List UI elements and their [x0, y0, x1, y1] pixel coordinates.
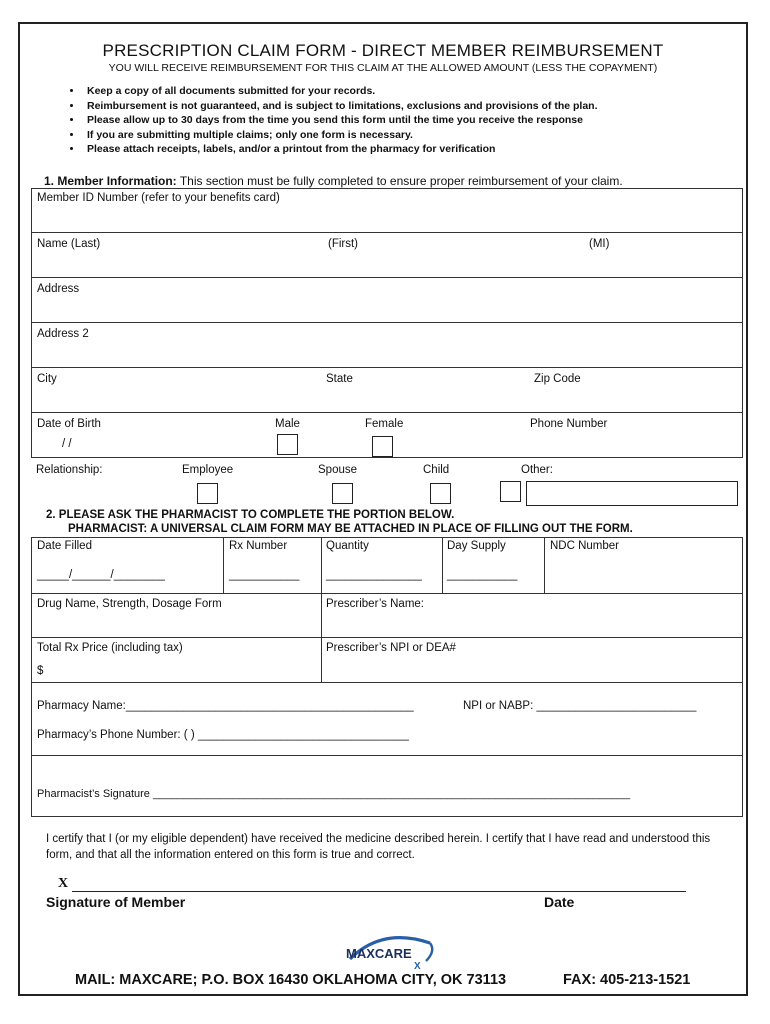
drug-label[interactable]: Drug Name, Strength, Dosage Form: [37, 598, 222, 610]
instruction-item: • If you are submitting multiple claims; only one form is necessary.: [83, 128, 598, 143]
divider: [544, 538, 545, 593]
city-label: City: [37, 373, 57, 385]
name-field[interactable]: [31, 232, 743, 278]
divider: [321, 594, 322, 637]
date-label: Date: [544, 894, 575, 910]
form-subtitle: YOU WILL RECEIVE REIMBURSEMENT FOR THIS CLAIM AT THE ALLOWED AMOUNT (LESS THE COPAYMENT): [108, 62, 658, 74]
logo-swoosh: [426, 943, 432, 961]
quantity-input[interactable]: _______________: [326, 569, 422, 581]
pharmacy-phone-field[interactable]: Pharmacy’s Phone Number: ( ) _________________________________: [37, 729, 409, 741]
relationship-label: Relationship:: [36, 464, 103, 476]
name-last-label: Name (Last): [37, 238, 101, 250]
fax-number: FAX: 405-213-1521: [563, 972, 691, 988]
rx-number-label: Rx Number: [229, 540, 288, 552]
maxcare-logo: [342, 929, 438, 976]
drug-prescriber-row: [31, 593, 743, 638]
other-checkbox[interactable]: [500, 481, 521, 502]
female-checkbox[interactable]: [372, 436, 393, 457]
pharmacy-info-row: [31, 682, 743, 756]
other-input[interactable]: [526, 481, 738, 506]
child-label: Child: [423, 464, 450, 476]
child-checkbox[interactable]: [430, 483, 451, 504]
divider: [223, 538, 224, 593]
dob-format[interactable]: / /: [62, 438, 72, 450]
instructions-list: [67, 84, 598, 157]
day-supply-label: Day Supply: [447, 540, 506, 552]
price-npi-row: [31, 637, 743, 683]
member-id-field[interactable]: [31, 188, 743, 233]
zip-label: Zip Code: [534, 373, 581, 385]
state-label: State: [326, 373, 353, 385]
form-title: PRESCRIPTION CLAIM FORM - DIRECT MEMBER REIMBURSEMENT: [102, 41, 664, 60]
instruction-item: • Please allow up to 30 days from the time you send this form until the time you receive the response: [83, 113, 598, 128]
instruction-item: • Keep a copy of all documents submitted for your records.: [83, 84, 598, 99]
pharmacist-signature-row: [31, 755, 743, 817]
signature-label: Signature of Member: [46, 894, 186, 910]
male-label: Male: [275, 418, 300, 430]
mail-address: MAIL: MAXCARE; P.O. BOX 16430 OKLAHOMA CITY, OK 73113: [75, 972, 507, 988]
section2-heading: 2. PLEASE ASK THE PHARMACIST TO COMPLETE THE PORTION BELOW.: [46, 509, 455, 521]
employee-checkbox[interactable]: [197, 483, 218, 504]
city-state-zip-field[interactable]: [31, 367, 743, 413]
phone-label: Phone Number: [530, 418, 608, 430]
member-signature-line[interactable]: [72, 891, 686, 892]
npi-nabp-field[interactable]: NPI or NABP: _________________________: [463, 700, 697, 712]
divider: [321, 538, 322, 593]
section1-description: This section must be fully completed to ensure proper reimbursement of your claim.: [179, 174, 623, 188]
prescriber-name-label[interactable]: Prescriber’s Name:: [326, 598, 424, 610]
rx-details-row: [31, 537, 743, 594]
section1-heading: [44, 174, 623, 188]
employee-label: Employee: [182, 464, 234, 476]
date-filled-label: Date Filled: [37, 540, 92, 552]
male-checkbox[interactable]: [277, 434, 298, 455]
spouse-checkbox[interactable]: [332, 483, 353, 504]
ndc-label: NDC Number: [550, 540, 620, 552]
spouse-label: Spouse: [318, 464, 358, 476]
quantity-label: Quantity: [326, 540, 369, 552]
day-supply-input[interactable]: ___________: [447, 569, 518, 581]
prescriber-npi-label[interactable]: Prescriber’s NPI or DEA#: [326, 642, 456, 654]
section2-subheading: PHARMACIST: A UNIVERSAL CLAIM FORM MAY BE ATTACHED IN PLACE OF FILLING OUT THE FORM.: [68, 523, 633, 535]
maxcare-logo-graphic: [342, 929, 438, 971]
signature-x-mark: X: [58, 876, 69, 891]
date-filled-input[interactable]: _____/______/________: [37, 569, 165, 581]
address2-label: Address 2: [37, 328, 89, 340]
pharmacy-name-field[interactable]: Pharmacy Name:_____________________________________________: [37, 700, 414, 712]
rx-number-input[interactable]: ___________: [229, 569, 300, 581]
address-label: Address: [37, 283, 80, 295]
member-id-label: Member ID Number (refer to your benefits card): [37, 192, 280, 204]
logo-x: X: [414, 961, 421, 971]
total-price-input[interactable]: $: [37, 665, 44, 677]
instruction-item: • Please attach receipts, labels, and/or a printout from the pharmacy for verification: [83, 142, 598, 157]
section1-title: 1. Member Information:: [44, 174, 177, 188]
pharmacist-signature-field[interactable]: Pharmacist’s Signature ______________________________________________________________________________: [37, 788, 631, 800]
address2-field[interactable]: [31, 322, 743, 368]
name-mi-label: (MI): [589, 238, 610, 250]
dob-label: Date of Birth: [37, 418, 101, 430]
certification-text: I certify that I (or my eligible dependent) have received the medicine described herein. I certify that I have read and understood this form, and that all the information entered on this form is true and correct.: [46, 833, 711, 861]
instruction-item: • Reimbursement is not guaranteed, and is subject to limitations, exclusions and provisions of the plan.: [83, 99, 598, 114]
female-label: Female: [365, 418, 404, 430]
name-first-label: (First): [328, 238, 359, 250]
divider: [321, 638, 322, 682]
total-price-label: Total Rx Price (including tax): [37, 642, 183, 654]
claim-form: [18, 22, 748, 996]
other-label: Other:: [521, 464, 553, 476]
address-field[interactable]: [31, 277, 743, 323]
divider: [442, 538, 443, 593]
logo-text: MAXCARE: [346, 946, 412, 961]
